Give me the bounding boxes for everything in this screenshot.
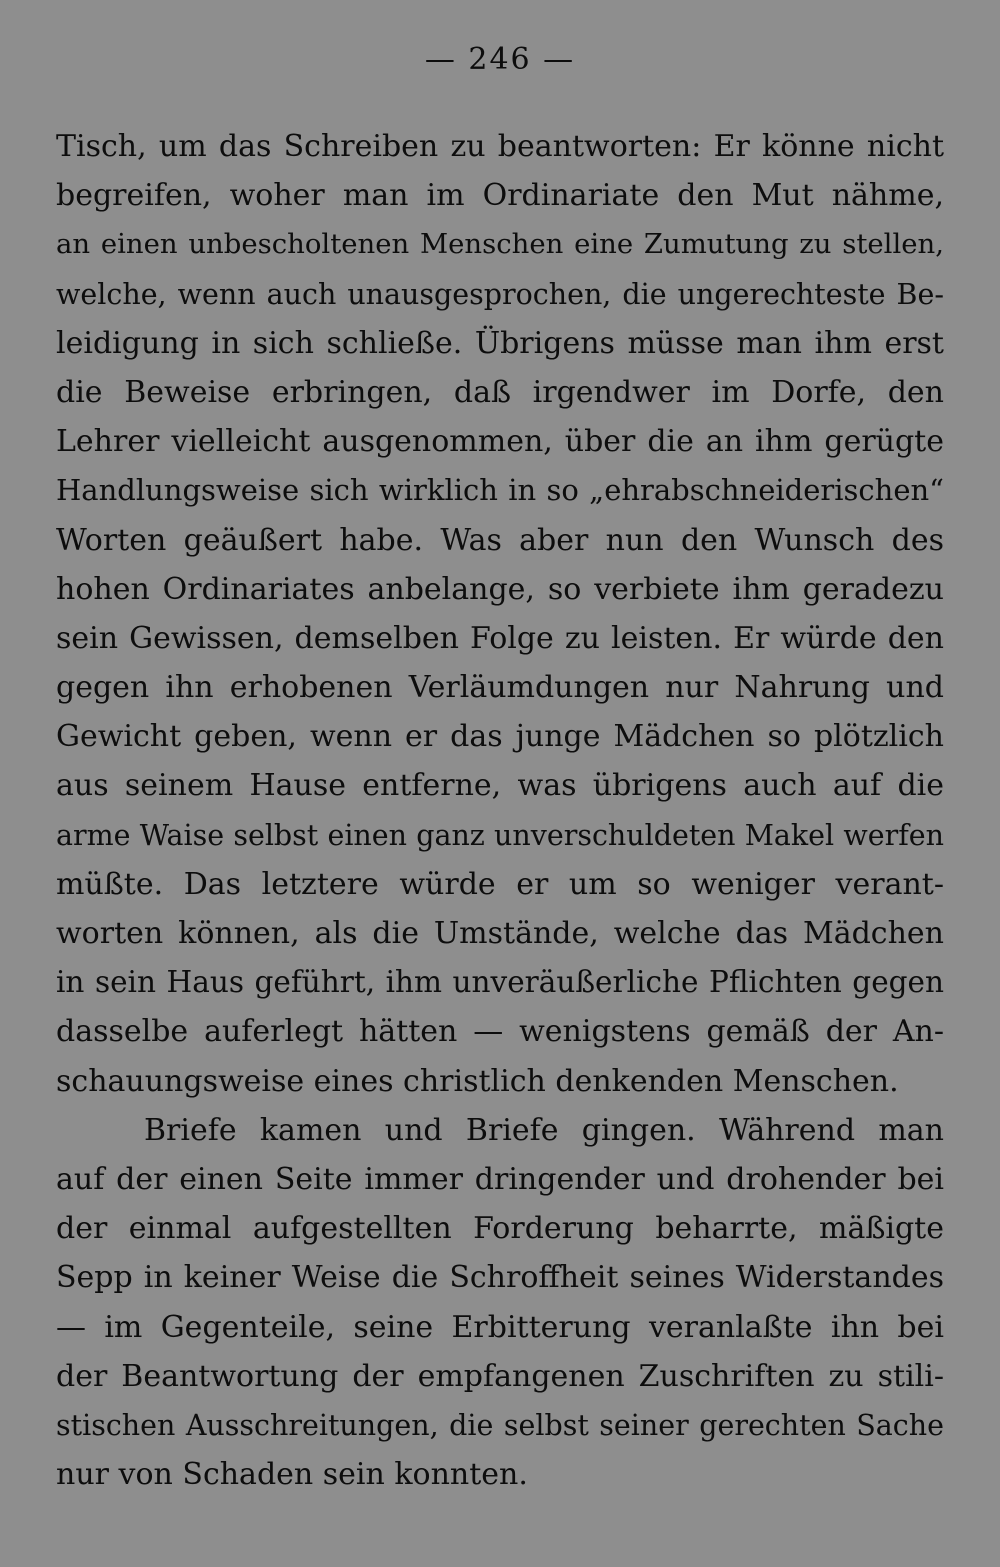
text-line: begreifen, woher man im Ordinariate den Mut nähme,	[56, 178, 944, 214]
text-line: dasselbe auferlegt hätten — wenigstens gemäß der An-	[56, 1014, 944, 1050]
text-line: worten können, als die Umstände, welche das Mädchen	[56, 916, 944, 951]
text-line: der einmal aufgestellten Forderung beharrte, mäßigte	[56, 1211, 944, 1247]
text-line: gegen ihn erhobenen Verläumdungen nur Nahrung und	[56, 670, 944, 706]
text-line: hohen Ordinariates anbelange, so verbiete ihm geradezu	[56, 571, 944, 607]
text-line: Briefe kamen und Briefe gingen. Während man	[144, 1112, 944, 1148]
body-text	[56, 122, 944, 1499]
text-line: an einen unbescholtenen Menschen eine Zumutung zu stellen,	[56, 228, 944, 261]
text-line: die Beweise erbringen, daß irgendwer im Dorfe, den	[56, 374, 944, 410]
paragraph	[56, 122, 944, 1106]
text-line: Lehrer vielleicht ausgenommen, über die an ihm gerügte	[56, 424, 944, 460]
text-line: Worten geäußert habe. Was aber nun den Wunsch des	[56, 522, 944, 558]
text-line: Tisch, um das Schreiben zu beantworten: Er könne nicht	[56, 129, 944, 164]
text-line: in sein Haus geführt, ihm unveräußerliche Pflichten gegen	[56, 965, 944, 1000]
text-line: welche, wenn auch unausgesprochen, die ungerechteste Be-	[56, 277, 944, 311]
text-line: aus seinem Hause entferne, was übrigens auch auf die	[56, 768, 944, 804]
text-line: sein Gewissen, demselben Folge zu leisten. Er würde den	[56, 620, 944, 656]
text-line: schauungsweise eines christlich denkenden Menschen.	[56, 1063, 899, 1099]
text-line: müßte. Das letztere würde er um so weniger verant-	[56, 866, 944, 902]
text-line: der Beantwortung der empfangenen Zuschriften zu stili-	[56, 1358, 944, 1394]
text-line: arme Waise selbst einen ganz unverschuldeten Makel werfen	[56, 818, 944, 852]
text-line: Handlungsweise sich wirklich in so „ehrabschneiderischen“	[56, 473, 944, 508]
text-line: Sepp in keiner Weise die Schroffheit seines Widerstandes	[56, 1260, 944, 1296]
text-line: nur von Schaden sein konnten.	[56, 1457, 528, 1493]
text-line: leidigung in sich schließe. Übrigens müsse man ihm erst	[56, 325, 944, 361]
paragraph	[56, 1106, 944, 1500]
text-line: Gewicht geben, wenn er das junge Mädchen so plötzlich	[56, 719, 944, 755]
text-line: stischen Ausschreitungen, die selbst seiner gerechten Sache	[56, 1408, 944, 1442]
text-line: auf der einen Seite immer dringender und drohender bei	[56, 1161, 944, 1197]
page-number: — 246 —	[424, 42, 576, 77]
text-line: — im Gegenteile, seine Erbitterung veranlaßte ihn bei	[56, 1309, 944, 1345]
